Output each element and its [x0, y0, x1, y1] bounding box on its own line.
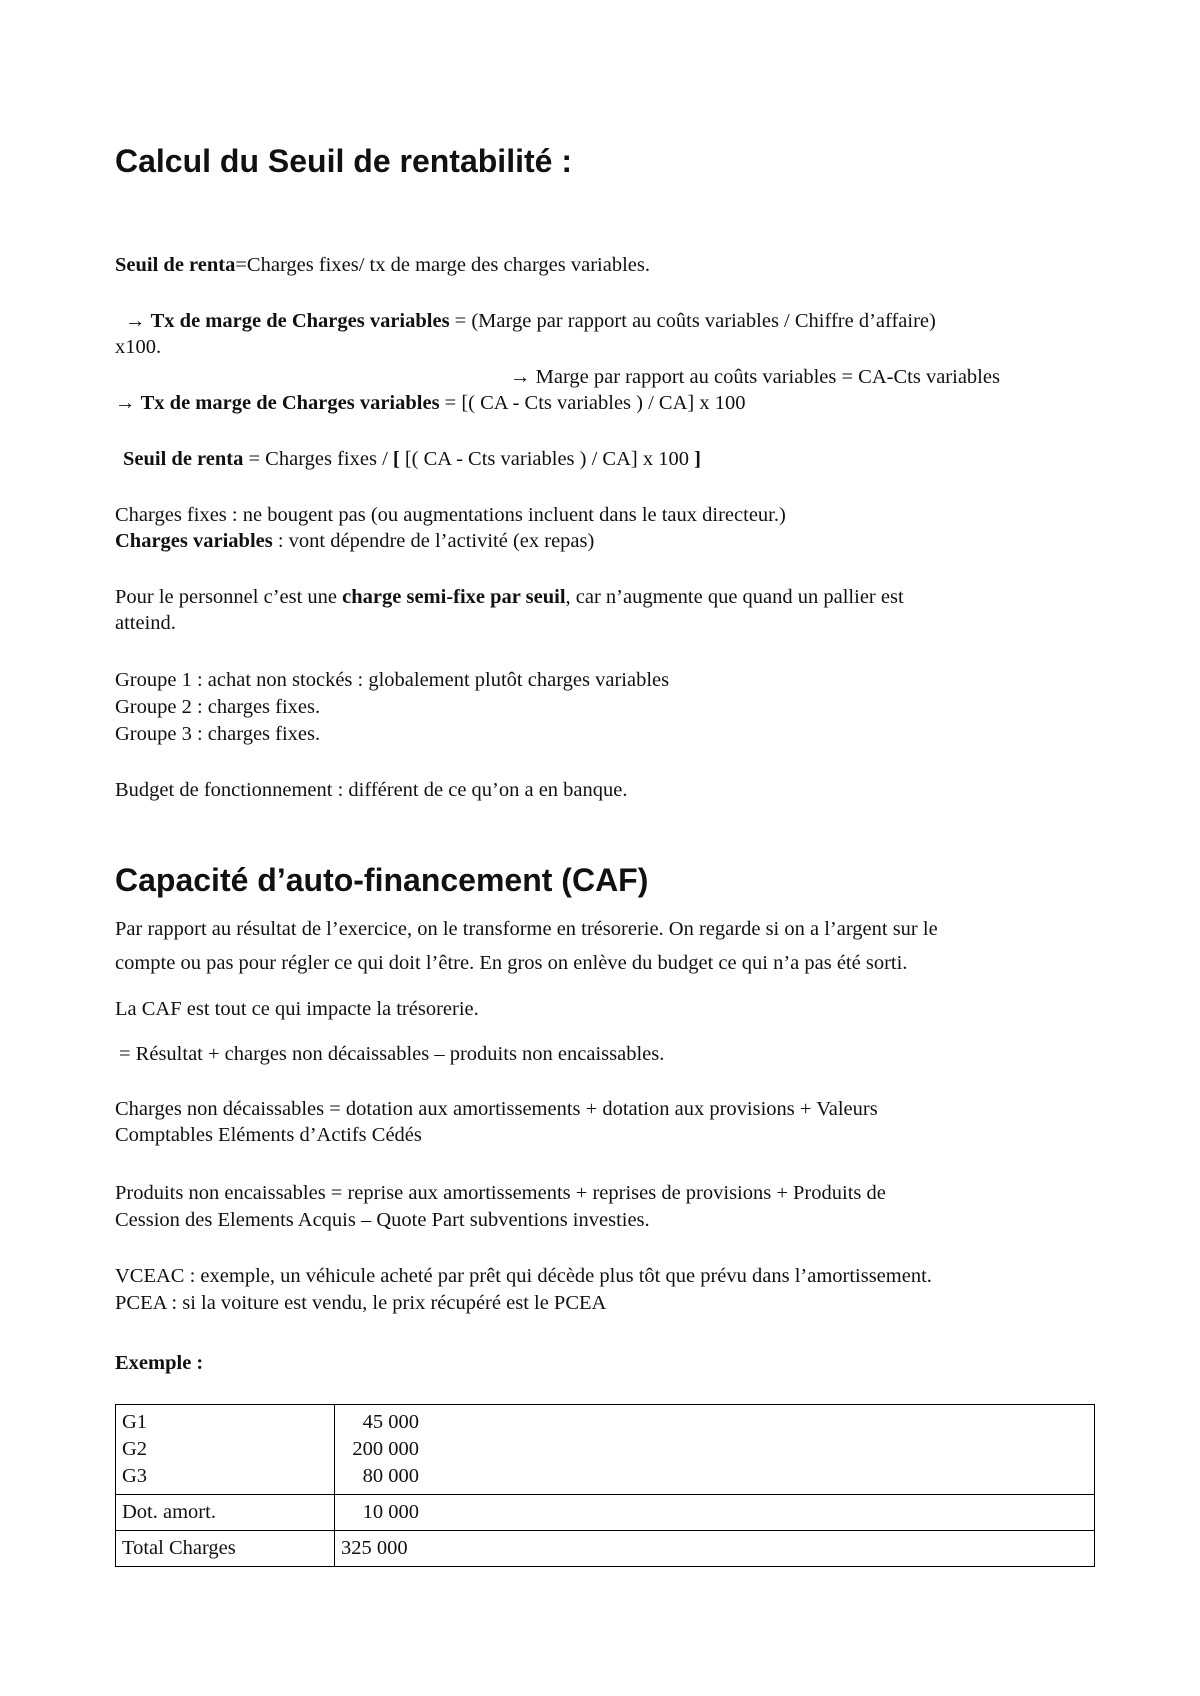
arrow-icon: →	[115, 392, 136, 414]
tx-marge-term: Tx de marge de Charges variables	[150, 310, 450, 332]
personnel-term: charge semi-fixe par seuil	[342, 586, 566, 608]
charges-variables-text: : vont dépendre de l’activité (ex repas)	[272, 530, 595, 552]
bracket-open: [	[392, 448, 400, 470]
charges-non-decaissables-a: Charges non décaissables = dotation aux amortissements + dotation aux provisions + Valeurs	[115, 1098, 878, 1120]
seuil-definition	[115, 252, 650, 278]
row-value: 10 000	[362, 1501, 419, 1523]
seuil-formula	[123, 446, 701, 472]
groupe-2: Groupe 2 : charges fixes.	[115, 696, 321, 718]
tx-marge-formula-text: = [( CA - Cts variables ) / CA] x 100	[439, 392, 746, 414]
row-value: 325 000	[341, 1537, 408, 1559]
exemple-heading	[115, 1350, 203, 1376]
bracket-close: ]	[694, 448, 701, 470]
row-value: 200 000	[352, 1438, 419, 1460]
table-row	[116, 1495, 1095, 1531]
charges-variables-def	[115, 528, 594, 554]
tx-marge-term-2: Tx de marge de Charges variables	[140, 392, 440, 414]
table-cell-label	[116, 1495, 335, 1531]
heading-seuil-rentabilite: Calcul du Seuil de rentabilité :	[115, 143, 572, 179]
row-label: Total Charges	[122, 1537, 236, 1559]
personnel-text-a: Pour le personnel c’est une	[115, 586, 343, 608]
row-label: G1	[122, 1411, 148, 1433]
heading-caf: Capacité d’auto-financement (CAF)	[115, 862, 649, 898]
tx-marge-continuation: x100.	[115, 336, 162, 358]
caf-paragraph-1a: Par rapport au résultat de l’exercice, on le transforme en trésorerie. On regarde si on a l’argent sur le	[115, 918, 938, 940]
pcea-line: PCEA : si la voiture est vendu, le prix récupéré est le PCEA	[115, 1292, 607, 1314]
table-row	[116, 1405, 1095, 1495]
seuil-formula-a: = Charges fixes /	[243, 448, 393, 470]
tx-marge-formula	[115, 390, 745, 416]
produits-non-encaissables-a: Produits non encaissables = reprise aux amortissements + reprises de provisions + Produits de	[115, 1182, 886, 1204]
groupe-3: Groupe 3 : charges fixes.	[115, 723, 321, 745]
exemple-table	[115, 1404, 1095, 1567]
caf-paragraph-1b: compte ou pas pour régler ce qui doit l’être. En gros on enlève du budget ce qui n’a pas été sorti.	[115, 952, 908, 974]
row-label: Dot. amort.	[122, 1501, 216, 1523]
marge-cout-variable: → Marge par rapport au coûts variables = CA-Cts variables	[510, 366, 1000, 388]
personnel-line	[115, 584, 904, 610]
groupe-1: Groupe 1 : achat non stockés : globalement plutôt charges variables	[115, 669, 670, 691]
seuil-text: =Charges fixes/ tx de marge des charges variables.	[235, 254, 650, 276]
row-value: 45 000	[362, 1411, 419, 1433]
personnel-continuation: atteind.	[115, 612, 176, 634]
seuil-term: Seuil de renta	[115, 254, 236, 276]
table-cell-value	[335, 1405, 1095, 1495]
tx-marge-text: = (Marge par rapport au coûts variables / Chiffre d’affaire)	[449, 310, 936, 332]
row-value: 80 000	[362, 1465, 419, 1487]
exemple-label: Exemple :	[115, 1352, 204, 1374]
seuil-term-2: Seuil de renta	[123, 448, 244, 470]
row-label: G2	[122, 1438, 148, 1460]
table-row	[116, 1531, 1095, 1567]
personnel-text-b: , car n’augmente que quand un pallier est	[565, 586, 904, 608]
tx-marge-line	[125, 308, 936, 334]
row-label: G3	[122, 1465, 148, 1487]
table-cell-label	[116, 1405, 335, 1495]
produits-non-encaissables-b: Cession des Elements Acquis – Quote Part subventions investies.	[115, 1209, 650, 1231]
table-cell-label	[116, 1531, 335, 1567]
arrow-icon: →	[125, 310, 146, 332]
vceac-line: VCEAC : exemple, un véhicule acheté par prêt qui décède plus tôt que prévu dans l’amortissement.	[115, 1265, 932, 1287]
seuil-formula-b: [( CA - Cts variables ) / CA] x 100	[399, 448, 695, 470]
budget-line: Budget de fonctionnement : différent de ce qu’on a en banque.	[115, 779, 628, 801]
table-cell-value	[335, 1495, 1095, 1531]
table-cell-value	[335, 1531, 1095, 1567]
charges-non-decaissables-b: Comptables Eléments d’Actifs Cédés	[115, 1124, 422, 1146]
charges-fixes-def: Charges fixes : ne bougent pas (ou augmentations incluent dans le taux directeur.)	[115, 504, 786, 526]
caf-formula: = Résultat + charges non décaissables – produits non encaissables.	[119, 1043, 665, 1065]
caf-paragraph-2: La CAF est tout ce qui impacte la trésorerie.	[115, 998, 479, 1020]
charges-variables-term: Charges variables	[115, 530, 273, 552]
